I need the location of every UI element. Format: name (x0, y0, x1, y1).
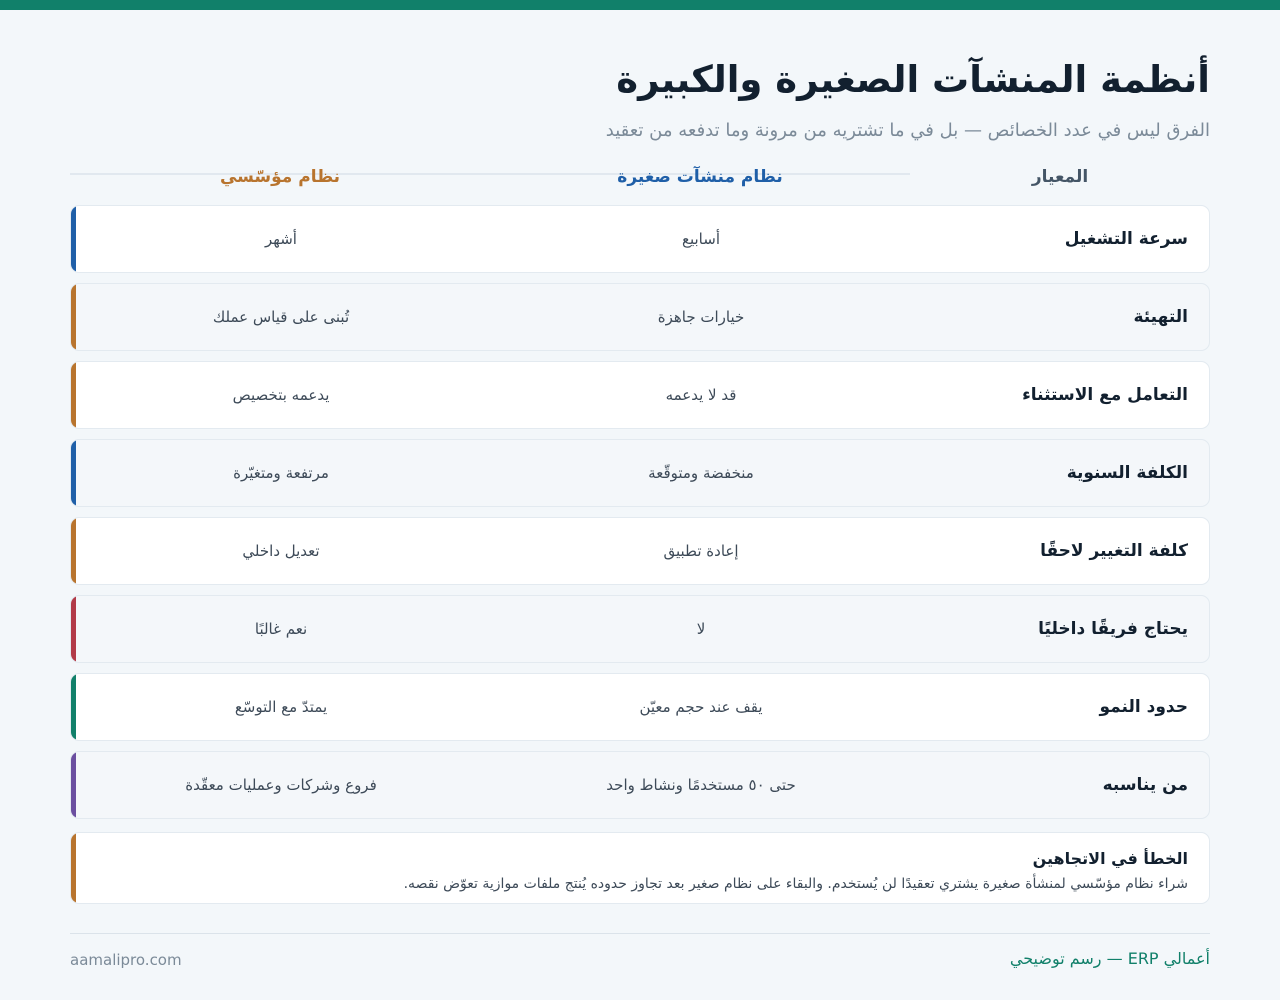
row-small-value: خيارات جاهزة (657, 308, 745, 326)
note-card (70, 832, 1210, 904)
row-accent-bar (71, 362, 76, 428)
row-small-value: قد لا يدعمه (665, 386, 737, 404)
comparison-row (70, 595, 1210, 663)
row-criterion: التعامل مع الاستثناء (1022, 385, 1188, 405)
row-criterion: يحتاج فريقًا داخليًا (1038, 619, 1188, 639)
row-enterprise-value: تُبنى على قياس عملك (212, 308, 350, 326)
column-header-small-system: نظام منشآت صغيرة (617, 167, 783, 187)
row-enterprise-value: فروع وشركات وعمليات معقّدة (185, 776, 377, 794)
row-criterion: الكلفة السنوية (1066, 463, 1188, 483)
row-enterprise-value: يدعمه بتخصيص (232, 386, 330, 404)
comparison-row (70, 205, 1210, 273)
top-accent-bar (0, 0, 1280, 10)
row-criterion: سرعة التشغيل (1064, 229, 1188, 249)
row-criterion: من يناسبه (1102, 775, 1188, 795)
comparison-row (70, 439, 1210, 507)
column-header-criteria: المعيار (1031, 167, 1089, 187)
comparison-row (70, 361, 1210, 429)
row-small-value: يقف عند حجم معيّن (639, 698, 763, 716)
comparison-row (70, 751, 1210, 819)
row-enterprise-value: تعديل داخلي (242, 542, 320, 560)
row-accent-bar (71, 440, 76, 506)
row-accent-bar (71, 518, 76, 584)
footer-brand: أعمالي ERP — رسم توضيحي (1009, 949, 1210, 968)
row-enterprise-value: يمتدّ مع التوسّع (234, 698, 328, 716)
row-small-value: منخفضة ومتوقّعة (648, 464, 754, 482)
page-title: أنظمة المنشآت الصغيرة والكبيرة (616, 58, 1210, 101)
comparison-row (70, 673, 1210, 741)
row-small-value: لا (696, 620, 706, 638)
row-enterprise-value: نعم غالبًا (254, 620, 308, 638)
row-criterion: كلفة التغيير لاحقًا (1040, 541, 1188, 561)
row-enterprise-value: مرتفعة ومتغيّرة (233, 464, 329, 482)
page-subtitle: الفرق ليس في عدد الخصائص — بل في ما تشتريه من مرونة وما تدفعه من تعقيد (605, 120, 1210, 141)
column-header-enterprise-system: نظام مؤسّسي (219, 167, 341, 187)
row-accent-bar (71, 752, 76, 818)
note-text: شراء نظام مؤسّسي لمنشأة صغيرة يشتري تعقيدًا لن يُستخدم. والبقاء على نظام صغير بعد تجاوز حدوده يُنتج ملفات موازية تعوّض نقصه. (403, 876, 1188, 892)
comparison-row (70, 517, 1210, 585)
comparison-row (70, 283, 1210, 351)
row-enterprise-value: أشهر (265, 230, 297, 248)
row-criterion: التهيئة (1133, 307, 1188, 327)
note-title: الخطأ في الاتجاهين (1032, 849, 1188, 868)
row-small-value: أسابيع (682, 230, 720, 248)
row-small-value: إعادة تطبيق (663, 542, 739, 560)
row-small-value: حتى ٥٠ مستخدمًا ونشاط واحد (606, 776, 796, 794)
footer-site-link[interactable]: aamalipro.com (70, 951, 182, 969)
row-accent-bar (71, 284, 76, 350)
footer-divider (70, 933, 1210, 934)
row-accent-bar (71, 596, 76, 662)
row-criterion: حدود النمو (1099, 697, 1188, 717)
note-accent-bar (71, 833, 76, 903)
row-accent-bar (71, 674, 76, 740)
row-accent-bar (71, 206, 76, 272)
